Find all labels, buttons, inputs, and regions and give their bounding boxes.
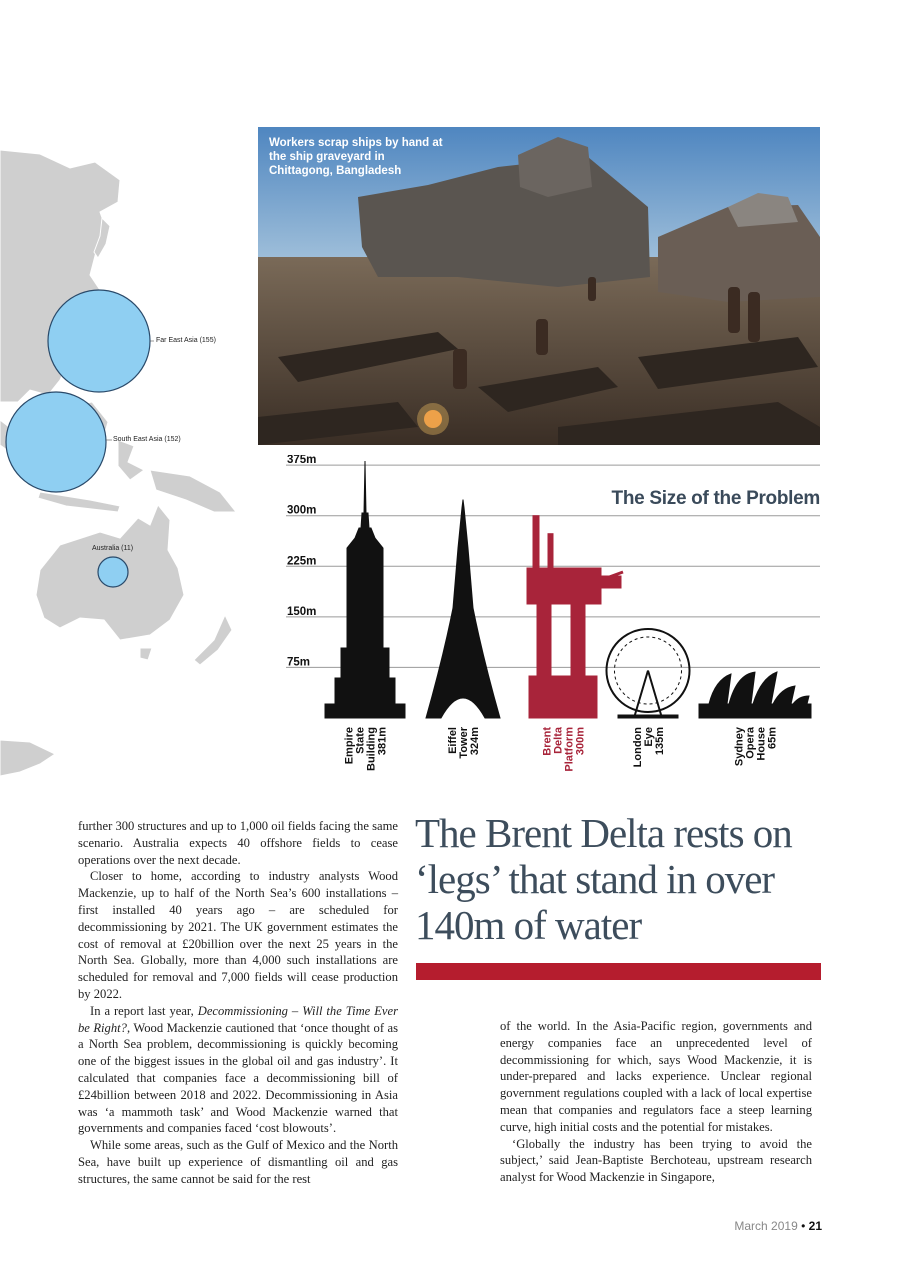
worker-3	[728, 287, 740, 333]
far-east-asia-bubble	[48, 290, 150, 392]
category-label: 381m	[376, 727, 389, 756]
paragraph-text: In a report last year,	[90, 1003, 198, 1018]
asia-pacific-map	[0, 140, 250, 780]
new-zealand-island	[194, 615, 232, 665]
ship-graveyard-photo	[258, 127, 820, 445]
category-label: Platform	[563, 727, 576, 772]
south-east-asia-label: South East Asia (152)	[113, 436, 181, 443]
java-island	[38, 492, 120, 512]
chart-title: The Size of the Problem	[611, 488, 820, 509]
category-label: London	[632, 727, 644, 768]
article-column-left	[78, 818, 398, 1188]
map-graphic	[0, 140, 250, 780]
report-title: Decommissioning – Will the Time Ever be Right?	[78, 1003, 398, 1035]
landmark-silhouette	[426, 500, 500, 718]
category-label: Empire	[343, 727, 356, 765]
paragraph: While some areas, such as the Gulf of Mexico and the North Sea, have built up experience of dismantling oil and gas structures, the same cannot be said for the rest	[78, 1138, 398, 1186]
pull-quote-rule	[416, 963, 821, 980]
south-east-asia-bubble	[6, 392, 106, 492]
landmark-silhouette	[606, 629, 689, 718]
australia-bubble	[98, 557, 128, 587]
category-label: 300m	[574, 727, 587, 756]
worker-5	[588, 277, 596, 301]
category-label: Eye	[643, 727, 655, 747]
photo-caption: Workers scrap ships by hand at the ship graveyard in Chittagong, Bangladesh	[269, 137, 443, 177]
welding-glow	[417, 403, 449, 435]
south-landmass	[0, 740, 55, 776]
paragraph-text: , Wood Mackenzie cautioned that ‘once thought of as a North Sea problem, decommissioning is quickly becoming one of the biggest issues in the global oil and gas industry’. It calculated that companies face a decommissioning bill of £24billion between 2018 and 2022. Decommissioning in Asia was ‘a mammoth task’ and Wood Mackenzie warned that governments and companies faced ‘cost blowouts’.	[78, 1020, 398, 1136]
pull-quote: The Brent Delta rests on ‘legs’ that stand in over 140m of water	[415, 810, 792, 948]
category-label: Building	[365, 727, 378, 771]
sulawesi-island	[118, 440, 144, 480]
far-east-asia-label: Far East Asia (155)	[156, 337, 216, 344]
landmark-silhouette	[325, 461, 405, 718]
issue-date: March 2019	[734, 1219, 798, 1233]
category-label: 65m	[766, 727, 779, 750]
new-guinea-island	[150, 470, 236, 512]
category-label: State	[354, 727, 367, 754]
worker-2	[536, 319, 548, 355]
worker-1	[453, 349, 467, 389]
landmark-silhouette	[699, 672, 811, 718]
category-label: Eiffel	[447, 727, 459, 754]
category-label: House	[755, 727, 768, 761]
y-tick-label: 150m	[287, 605, 317, 618]
category-label: Tower	[458, 727, 470, 759]
paragraph: of the world. In the Asia-Pacific region, governments and energy companies face an unprecedented level of decommissioning for which, says Wood Mackenzie, it is under-prepared and lacks experience. Unclear regional government regulations coupled with a lack of local expertise mean that companies and regulators face a steep learning curve, high initial costs and the potential for mistakes.	[500, 1019, 812, 1134]
tasmania-island	[140, 648, 152, 660]
category-label: Sydney	[733, 727, 746, 767]
y-tick-label: 300m	[287, 504, 317, 517]
category-label: Brent	[541, 727, 554, 756]
paragraph	[78, 1003, 398, 1137]
page-folio	[734, 1219, 822, 1233]
y-tick-label: 225m	[287, 555, 317, 568]
category-label: 135m	[654, 727, 666, 756]
y-tick-label: 75m	[287, 656, 311, 669]
category-label: Opera	[744, 727, 757, 759]
page-number: 21	[808, 1219, 822, 1233]
worker-4	[748, 292, 760, 342]
article-column-right	[500, 1018, 812, 1186]
category-label: 324m	[469, 727, 481, 756]
y-tick-label: 375m	[287, 455, 317, 467]
folio-separator: •	[801, 1219, 806, 1233]
paragraph: ‘Globally the industry has been trying to avoid the subject,’ said Jean-Baptiste Berchoteau, upstream research analyst for Wood Mackenzie in Singapore,	[500, 1136, 812, 1185]
paragraph: Closer to home, according to industry analysts Wood Mackenzie, up to half of the North Sea’s 600 installations – first installed 40 years ago – are scheduled for decommissioning by 2021. The UK government estimates the cost of removal at £20billion over the next 25 years in the North Sea. Globally, more than 4,000 such installations are scheduled for removal and 7,000 fields will cease production by 2022.	[78, 869, 398, 1001]
size-of-problem-chart	[270, 455, 830, 790]
australia-label: Australia (11)	[92, 545, 134, 552]
paragraph: further 300 structures and up to 1,000 oil fields facing the same scenario. Australia expects 40 offshore fields to cease operations over the next decade.	[78, 819, 398, 867]
category-label: Delta	[552, 727, 565, 754]
